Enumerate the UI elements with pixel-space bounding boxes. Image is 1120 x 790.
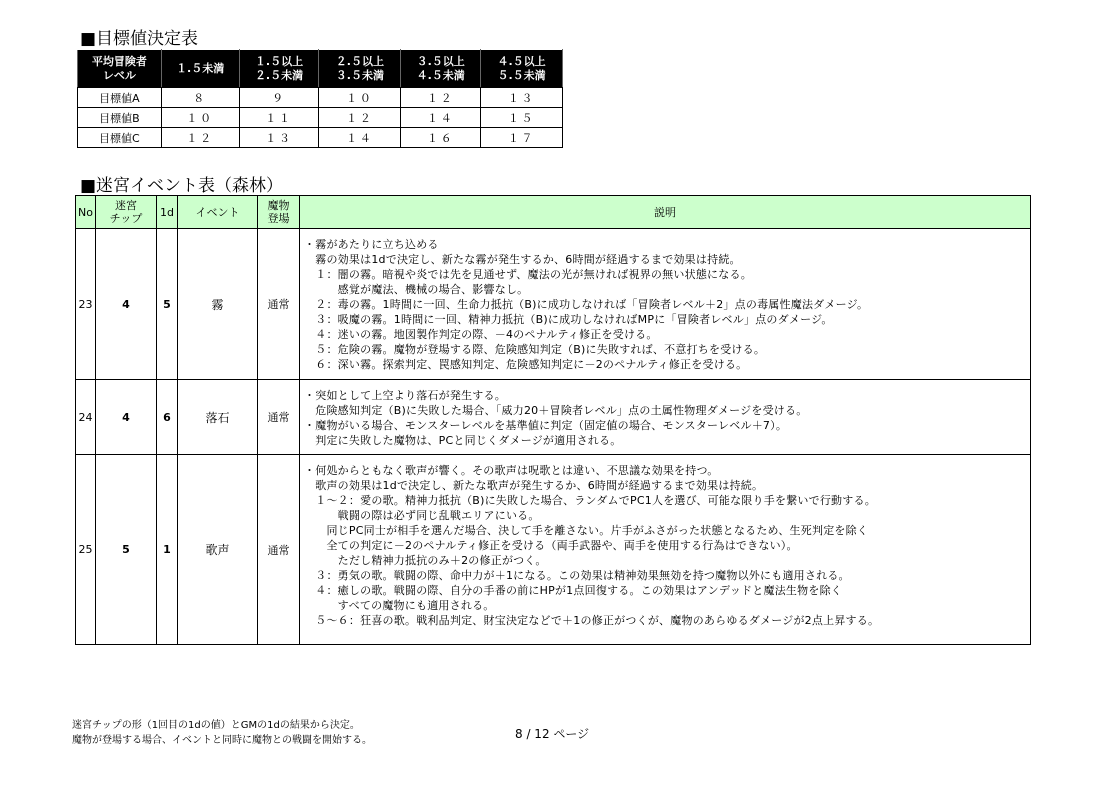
description-line: 歌声の効果は1dで決定し、新たな歌声が発生するか、6時間が経過するまで効果は持続。: [304, 479, 764, 492]
description-line: １：闇の霧。暗視や炎では先を見通せず、魔法の光が無ければ視界の無い状態になる。: [304, 268, 752, 281]
target-row: [78, 128, 563, 148]
target-value-cell: ８: [161, 88, 239, 108]
header-col-4: ３.５以上 ４.５未満: [401, 50, 481, 88]
event-monster-cell: 通常: [258, 455, 300, 645]
target-value-cell: １１: [239, 108, 319, 128]
header-chip: 迷宮 チップ: [96, 196, 157, 229]
header-no: No: [76, 196, 96, 229]
target-table-header-row: [78, 50, 563, 88]
description-line: ４：癒しの歌。戦闘の際、自分の手番の前にHPが1点回復する。この効果はアンデッドと魔法生物を除く: [304, 584, 843, 597]
event-chip-cell: 5: [96, 455, 157, 645]
description-line: ３：勇気の歌。戦闘の際、命中力が＋1になる。この効果は精神効果無効を持つ魔物以外にも適用される。: [304, 569, 850, 582]
event-row: [76, 380, 1031, 455]
target-value-cell: １４: [401, 108, 481, 128]
target-row: [78, 108, 563, 128]
description-line: １～２：愛の歌。精神力抵抗（B)に失敗した場合、ランダムでPC1人を選び、可能な限り手を繋いで行動する。: [304, 494, 876, 507]
labyrinth-event-table: [75, 195, 1031, 645]
event-name-cell: 歌声: [178, 455, 258, 645]
description-line: 判定に失敗した魔物は、PCと同じくダメージが適用される。: [304, 434, 622, 447]
target-value-cell: １３: [481, 88, 563, 108]
target-value-cell: １０: [161, 108, 239, 128]
description-line: ただし精神力抵抗のみ＋2の修正がつく。: [304, 554, 547, 567]
target-value-cell: ９: [239, 88, 319, 108]
description-line: ３：吸魔の霧。1時間に一回、精神力抵抗（B)に成功しなければMPに「冒険者レベル」点のダメージ。: [304, 313, 833, 326]
description-line: ２：毒の霧。1時間に一回、生命力抵抗（B)に成功しなければ「冒険者レベル＋2」点の毒属性魔法ダメージ。: [304, 298, 869, 311]
description-line: 危険感知判定（B)に失敗した場合、「威力20＋冒険者レベル」点の土属性物理ダメージを受ける。: [304, 404, 808, 417]
description-line: ・何処からともなく歌声が響く。その歌声は呪歌とは違い、不思議な効果を持つ。: [304, 464, 719, 477]
description-line: 戦闘の際は必ず同じ乱戦エリアにいる。: [304, 509, 540, 522]
page-number: 8 / 12 ページ: [515, 727, 590, 741]
event-chip-cell: 4: [96, 229, 157, 380]
header-col-5: ４.５以上 ５.５未満: [481, 50, 563, 88]
description-line: ・霧があたりに立ち込める: [304, 238, 439, 251]
header-avg-level: 平均冒険者 レベル: [78, 50, 162, 88]
description-line: 同じPC同士が相手を選んだ場合、決して手を離さない。片手がふさがった状態となるため、生死判定を除く: [304, 524, 869, 537]
target-row-label: 目標値B: [78, 108, 162, 128]
target-value-table: [77, 49, 563, 148]
event-die-cell: 6: [157, 380, 178, 455]
footer-note-2: 魔物が登場する場合、イベントと同時に魔物との戦闘を開始する。: [72, 735, 372, 746]
target-value-cell: １２: [161, 128, 239, 148]
target-value-cell: １２: [401, 88, 481, 108]
target-value-cell: １２: [319, 108, 401, 128]
target-row-label: 目標値A: [78, 88, 162, 108]
header-col-2: １.５以上 ２.５未満: [239, 50, 319, 88]
description-line: ６：深い霧。探索判定、罠感知判定、危険感知判定に－2のペナルティ修正を受ける。: [304, 358, 748, 371]
header-col-1: １.５未満: [161, 50, 239, 88]
description-line: ４：迷いの霧。地図製作判定の際、－4のペナルティ修正を受ける。: [304, 328, 658, 341]
target-table-title: ■目標値決定表: [80, 29, 199, 49]
description-line: 霧の効果は1dで決定し、新たな霧が発生するか、6時間が経過するまで効果は持続。: [304, 253, 741, 266]
event-die-cell: 1: [157, 455, 178, 645]
event-description-cell: [300, 380, 1031, 455]
target-row: [78, 88, 563, 108]
event-name-cell: 霧: [178, 229, 258, 380]
event-no-cell: 25: [76, 455, 96, 645]
event-monster-cell: 通常: [258, 229, 300, 380]
event-no-cell: 23: [76, 229, 96, 380]
target-value-cell: １７: [481, 128, 563, 148]
event-description-cell: [300, 455, 1031, 645]
event-chip-cell: 4: [96, 380, 157, 455]
target-row-label: 目標値C: [78, 128, 162, 148]
event-name-cell: 落石: [178, 380, 258, 455]
description-line: 全ての判定に－2のペナルティ修正を受ける（両手武器や、両手を使用する行為はできない）。: [304, 539, 798, 552]
header-monster: 魔物 登場: [258, 196, 300, 229]
description-line: ５～６：狂喜の歌。戦利品判定、財宝決定などで＋1の修正がつくが、魔物のあらゆるダメージが2点上昇する。: [304, 614, 880, 627]
event-monster-cell: 通常: [258, 380, 300, 455]
description-line: すべての魔物にも適用される。: [304, 599, 495, 612]
event-table-title: ■迷宮イベント表（森林）: [80, 176, 284, 196]
target-value-cell: １０: [319, 88, 401, 108]
header-col-3: ２.５以上 ３.５未満: [319, 50, 401, 88]
description-line: ５：危険の霧。魔物が登場する際、危険感知判定（B)に失敗すれば、不意打ちを受ける。: [304, 343, 766, 356]
footer-note-1: 迷宮チップの形（1回目の1dの値）とGMの1dの結果から決定。: [72, 720, 360, 731]
event-row: [76, 229, 1031, 380]
event-no-cell: 24: [76, 380, 96, 455]
header-description: 説明: [300, 196, 1031, 229]
target-value-cell: １４: [319, 128, 401, 148]
target-value-cell: １５: [481, 108, 563, 128]
event-table-header-row: [76, 196, 1031, 229]
description-line: ・魔物がいる場合、モンスターレベルを基準値に判定（固定値の場合、モンスターレベル＋7）。: [304, 419, 788, 432]
target-value-cell: １６: [401, 128, 481, 148]
header-event: イベント: [178, 196, 258, 229]
description-line: 感覚が魔法、機械の場合、影響なし。: [304, 283, 529, 296]
header-die: 1d: [157, 196, 178, 229]
description-line: ・突如として上空より落石が発生する。: [304, 389, 506, 402]
event-die-cell: 5: [157, 229, 178, 380]
event-description-cell: [300, 229, 1031, 380]
target-value-cell: １３: [239, 128, 319, 148]
event-row: [76, 455, 1031, 645]
